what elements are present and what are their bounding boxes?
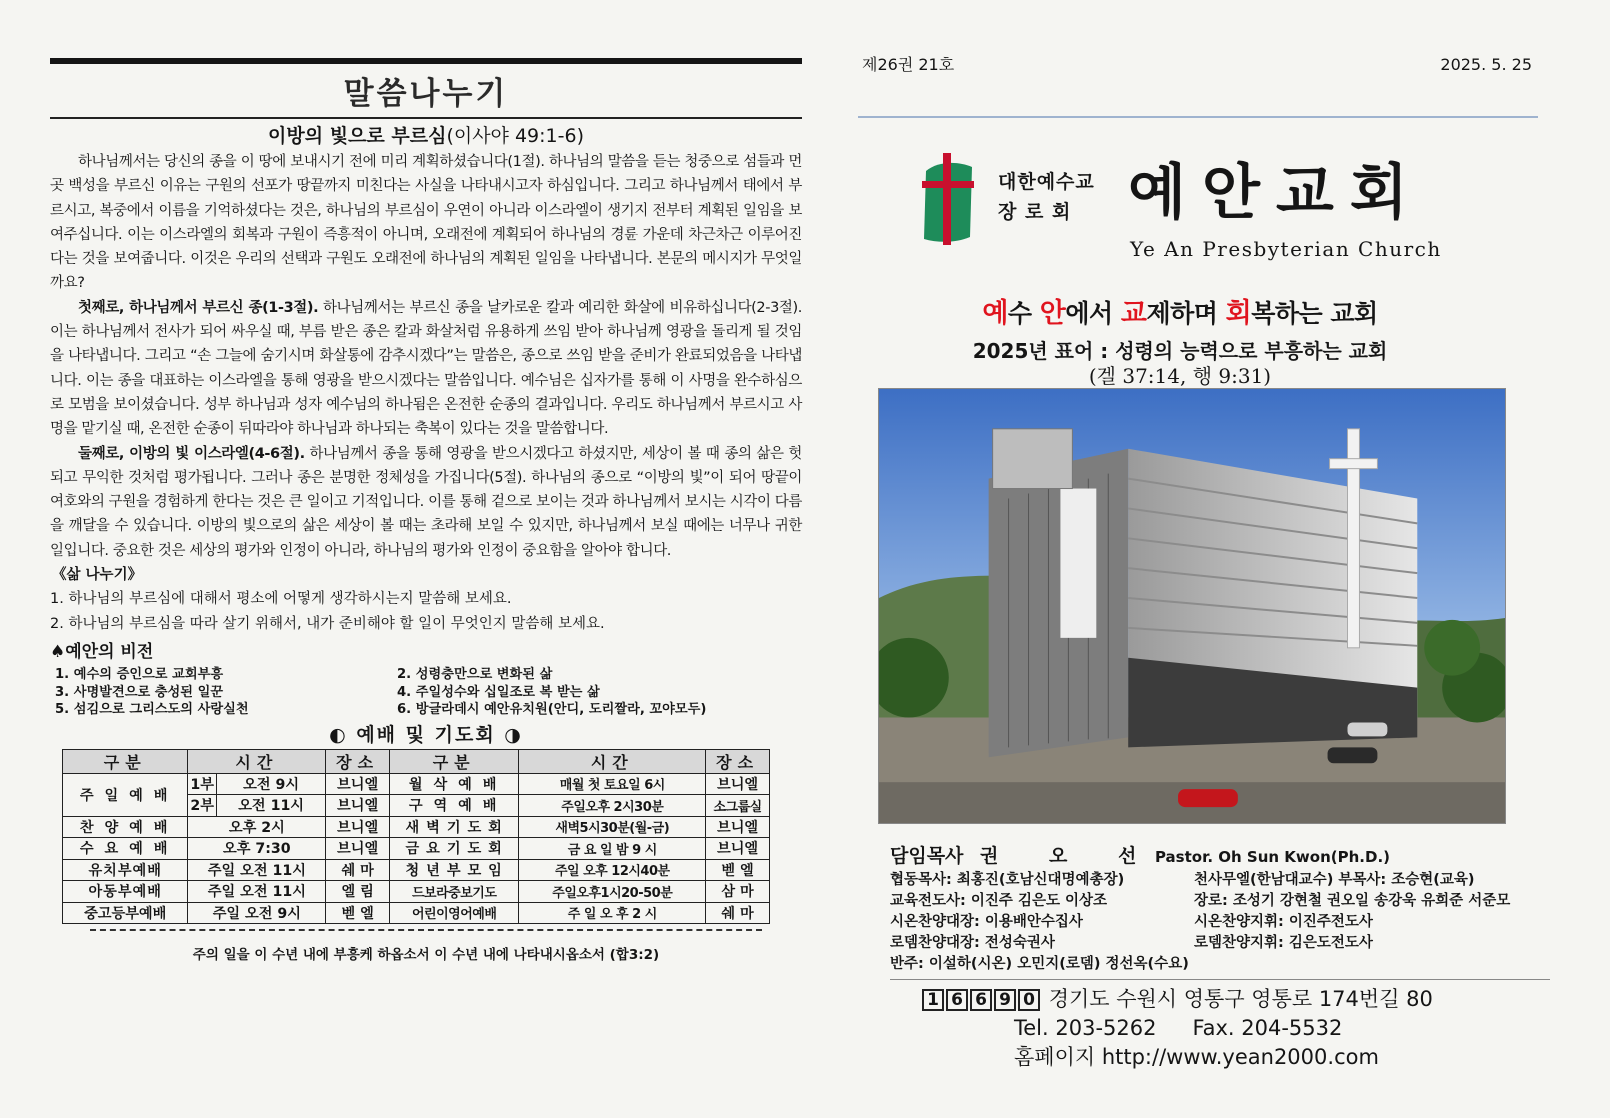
service-place: 브니엘 xyxy=(706,773,770,795)
service-time: 주 일 오 후 2 시 xyxy=(519,902,706,924)
section-title: 말씀나누기 xyxy=(343,76,509,112)
dashed-divider xyxy=(90,929,762,931)
service-time: 오후 2시 xyxy=(188,816,326,838)
zip-code xyxy=(922,987,1042,1011)
header-place: 장소 xyxy=(326,749,390,773)
header-category: 구분 xyxy=(389,749,518,773)
zip-digit: 0 xyxy=(1018,989,1040,1011)
service-name: 월 삭 예 배 xyxy=(389,773,518,795)
service-name: 찬 양 예 배 xyxy=(63,816,188,838)
senior-pastor xyxy=(890,842,1590,870)
zip-digit: 1 xyxy=(922,989,944,1011)
issue-number: 제26권 21호 xyxy=(862,55,955,74)
service-place: 소그룹실 xyxy=(706,795,770,817)
pastor-name-english: Pastor. Oh Sun Kwon(Ph.D.) xyxy=(1154,848,1390,866)
staff-divider xyxy=(890,979,1550,980)
sermon-paragraph-1: 하나님께서는 당신의 종을 이 땅에 보내시기 전에 미리 계획하셨습니다(1절). 하나님의 말씀을 듣는 청중으로 섬들과 먼 곳 백성을 부르신 이유는 구원의 선포가 땅끝까지 미친다는 사실을 나타내시고자 하심입니다. 그리고 하나님께서 태에서 부르시고, 복중에서 이름을 기억하셨다는 것은, 하나님의 부르심이 우연이 아니라 이스라엘이 생기지 전부터 계획된 일임을 보여주십니다. 이는 이스라엘의 회복과 구원이 즉흥적이 아니며, 오래전에 계획되어 하나님의 경륜 가운데 차근차근 이루어진다는 것을 보여줍니다. 이것은 우리의 선택과 구원도 오래전에 하나님의 계획된 일임을 나타냅니다. 본문의 메시지가 무엇일까요? xyxy=(50,154,802,292)
slogan-text: 에서 xyxy=(1065,299,1121,328)
contact-block xyxy=(922,985,1433,1072)
slogan-text: 제하며 xyxy=(1146,299,1226,328)
table-row xyxy=(63,816,770,838)
service-time: 새벽5시30분(월-금) xyxy=(519,816,706,838)
service-part: 1부 xyxy=(188,773,217,795)
staff-entry: 시온찬양대장: 이용배안수집사 xyxy=(890,914,1083,930)
table-header-row xyxy=(63,749,770,773)
left-page xyxy=(50,58,802,1098)
church-name: 예안교회 xyxy=(1128,158,1424,228)
question-2: 2. 하나님의 부르심을 따라 살기 위해서, 내가 준비해야 할 일이 무엇인지 말씀해 보세요. xyxy=(50,615,605,632)
staff-entry: 반주: 이설하(시온) 오민지(로뎀) 정선옥(수요) xyxy=(890,956,1189,972)
slogan-text: 수 xyxy=(1007,299,1040,328)
slogan-red-char: 예 xyxy=(982,298,1008,329)
zip-digit: 6 xyxy=(970,989,992,1011)
sermon-body xyxy=(50,150,802,563)
zip-digit: 9 xyxy=(994,989,1016,1011)
service-place: 벧 엘 xyxy=(326,902,390,924)
service-name: 구 역 예 배 xyxy=(389,795,518,817)
service-place: 삼 마 xyxy=(706,881,770,903)
service-place: 엘 림 xyxy=(326,881,390,903)
table-row xyxy=(63,838,770,860)
header-category: 구분 xyxy=(63,749,188,773)
issue-line xyxy=(858,50,1598,80)
church-building-photo xyxy=(878,388,1506,824)
staff-row xyxy=(890,891,1590,912)
vision-item: 1. 예수의 증인으로 교회부흥 xyxy=(55,667,224,683)
service-name: 금 요 기 도 회 xyxy=(389,838,518,860)
service-time: 금 요 일 밤 9 시 xyxy=(519,838,706,860)
denomination xyxy=(998,167,1095,227)
pastor-name: 권 오 선 xyxy=(980,845,1159,867)
share-heading: 《삶 나누기》 xyxy=(52,567,143,584)
church-name-english: Ye An Presbyterian Church xyxy=(1130,237,1442,261)
church-slogan xyxy=(762,295,1598,333)
service-time: 오후 7:30 xyxy=(188,838,326,860)
service-name: 유치부예배 xyxy=(63,859,188,881)
service-time: 주일 오전 9시 xyxy=(188,902,326,924)
service-place: 브니엘 xyxy=(326,773,390,795)
service-place: 브니엘 xyxy=(706,816,770,838)
staff-row xyxy=(890,933,1590,954)
staff-info xyxy=(890,842,1590,980)
vision-list xyxy=(50,666,802,719)
motto-reference: (겔 37:14, 행 9:31) xyxy=(1088,364,1272,388)
service-name: 수 요 예 배 xyxy=(63,838,188,860)
denomination-line-2: 장 로 회 xyxy=(998,201,1072,223)
sermon-title xyxy=(50,122,802,150)
staff-row xyxy=(890,870,1590,891)
staff-entry: 로뎀찬양대장: 전성숙권사 xyxy=(890,935,1055,951)
point-1-text: 하나님께서는 부르신 종을 날카로운 칼과 예리한 화살에 비유하십니다(2-3절). 이는 하나님께서 전사가 되어 싸우실 때, 부름 받은 종은 칼과 화살처럼 유용하게 쓰임 받아 하나님께 영광을 돌리게 될 것임을 나타냅니다. 그리고 “손 그늘에 숨기시며 화살통에 감추시겠다”는 말씀은, 종으로 쓰임 받을 준비가 완료되었음을 나타냅니다. 이는 종을 대표하는 이스라엘을 통해 영광을 받으시겠다는 말씀입니다. 예수님은 십자가를 통해 이 사명을 완수하심으로 모범을 보이셨습니다. 성부 하나님과 성자 예수님의 하나됨은 온전한 순종의 결과입니다. 우리도 하나님께서 부르시고 사명을 맡기실 때, 온전한 순종이 뒤따라야 하나님과 하나되는 축복이 있다는 것을 말씀합니다. xyxy=(50,299,802,438)
church-header xyxy=(858,153,1598,261)
phone-line xyxy=(1014,1014,1433,1043)
service-place: 벧 엘 xyxy=(706,859,770,881)
vision-item: 6. 방글라데시 예안유치원(안디, 도리짤라, 꼬야모두) xyxy=(397,702,707,718)
vision-heading: ♠예안의 비전 xyxy=(50,642,154,663)
service-time: 매월 첫 토요일 6시 xyxy=(519,773,706,795)
service-place: 브니엘 xyxy=(706,838,770,860)
right-page xyxy=(858,50,1598,1110)
staff-entry: 장로: 조성기 강현철 권오일 송강욱 유희준 서준모 xyxy=(1194,893,1511,909)
sermon-paragraph-3 xyxy=(50,442,802,563)
service-name: 주 일 예 배 xyxy=(63,773,188,816)
service-name: 드보라중보기도 xyxy=(389,881,518,903)
staff-row xyxy=(890,912,1590,933)
pastor-title: 담임목사 xyxy=(890,845,964,867)
vision-item: 4. 주일성수와 십일조로 복 받는 삶 xyxy=(397,684,600,700)
service-place: 브니엘 xyxy=(326,816,390,838)
question-1: 1. 하나님의 부르심에 대해서 평소에 어떻게 생각하시는지 말씀해 보세요. xyxy=(50,591,512,608)
table-row xyxy=(63,902,770,924)
telephone: Tel. 203-5262 xyxy=(1014,1016,1157,1040)
church-cross-logo xyxy=(918,153,978,245)
schedule-heading: ◐ 예배 및 기도회 ◑ xyxy=(329,723,523,746)
sermon-reference: (이사야 49:1-6) xyxy=(446,125,584,147)
title-divider xyxy=(50,117,802,119)
vision-item: 5. 섬김으로 그리스도의 사랑실천 xyxy=(55,702,249,718)
slogan-red-char: 회 xyxy=(1225,298,1252,329)
service-time: 주일오후1시20-50분 xyxy=(519,881,706,903)
header-rule xyxy=(858,116,1538,118)
service-time: 주일 오전 11시 xyxy=(188,881,326,903)
slogan-red-char: 안 xyxy=(1039,298,1066,329)
service-name: 청 년 부 모 임 xyxy=(389,859,518,881)
point-2-heading: 둘째로, 이방의 빛 이스라엘(4-6절). xyxy=(78,445,305,462)
discussion-questions xyxy=(50,587,802,636)
header-time: 시간 xyxy=(519,749,706,773)
staff-entry: 협동목사: 최홍진(호남신대명예총장) xyxy=(890,872,1125,888)
point-1-heading: 첫째로, 하나님께서 부르신 종(1-3절). xyxy=(78,299,319,316)
annual-motto: 2025년 표어 : 성령의 능력으로 부흥하는 교회 xyxy=(972,339,1388,363)
service-time: 주일 오전 11시 xyxy=(188,859,326,881)
sermon-paragraph-2 xyxy=(50,296,802,442)
service-place: 브니엘 xyxy=(326,838,390,860)
slogan-red-char: 교 xyxy=(1120,298,1147,329)
point-2-text: 하나님께서 종을 통해 영광을 받으시겠다고 하셨지만, 세상이 볼 때 종의 삶은 헛되고 무익한 것처럼 평가됩니다. 그러나 종은 분명한 정체성을 가집니다(5절). 하나님의 종으로 “이방의 빛”이 되어 땅끝이 여호와의 구원을 경험하게 한다는 것은 큰 일이고 기적입니다. 이를 통해 겉으로 보이는 것과 하나님께서 보시는 시각이 다름을 깨달을 수 있습니다. 이방의 빛으로의 삶은 세상이 볼 때는 초라해 보일 수 있지만, 하나님께서 보실 때에는 너무나 귀한 일입니다. 중요한 것은 세상의 평가와 인정이 아니라, 하나님의 평가와 인정이 중요함을 알아야 합니다. xyxy=(50,445,802,559)
sermon-title-text: 이방의 빛으로 부르심 xyxy=(268,125,447,147)
service-time: 주일 오후 12시40분 xyxy=(519,859,706,881)
table-row xyxy=(63,881,770,903)
service-name: 어린이영어예배 xyxy=(389,902,518,924)
closing-verse: 주의 일을 이 수년 내에 부흥케 하옵소서 이 수년 내에 나타내시옵소서 (합3:2) xyxy=(192,947,660,964)
service-time: 오전 9시 xyxy=(216,773,325,795)
staff-entry: 교육전도사: 이진주 김은도 이상조 xyxy=(890,893,1108,909)
top-rule xyxy=(50,58,802,64)
worship-schedule-table xyxy=(62,749,770,925)
issue-date: 2025. 5. 25 xyxy=(1440,55,1532,74)
zip-digit: 6 xyxy=(946,989,968,1011)
address: 경기도 수원시 영통구 영통로 174번길 80 xyxy=(1048,987,1433,1011)
table-row xyxy=(63,773,770,795)
service-time: 주일오후 2시30분 xyxy=(519,795,706,817)
service-name: 새 벽 기 도 회 xyxy=(389,816,518,838)
vision-item: 2. 성령충만으로 변화된 삶 xyxy=(397,667,553,683)
table-row xyxy=(63,859,770,881)
slogan-text: 복하는 교회 xyxy=(1251,299,1378,328)
service-time: 오전 11시 xyxy=(216,795,325,817)
service-place: 브니엘 xyxy=(326,795,390,817)
service-part: 2부 xyxy=(188,795,217,817)
homepage-link[interactable]: 홈페이지 http://www.yean2000.com xyxy=(1014,1045,1379,1069)
header-place: 장소 xyxy=(706,749,770,773)
header-time: 시간 xyxy=(188,749,326,773)
service-name: 중고등부예배 xyxy=(63,902,188,924)
service-place: 쉐 마 xyxy=(326,859,390,881)
staff-entry: 시온찬양지휘: 이진주전도사 xyxy=(1194,914,1373,930)
service-place: 쉐 마 xyxy=(706,902,770,924)
denomination-line-1: 대한예수교 xyxy=(998,171,1095,193)
vision-item: 3. 사명발견으로 충성된 일꾼 xyxy=(55,684,224,700)
fax: Fax. 204-5532 xyxy=(1192,1016,1343,1040)
staff-entry: 로뎀찬양지휘: 김은도전도사 xyxy=(1194,935,1373,951)
staff-entry: 천사무엘(한남대교수) 부목사: 조승현(교육) xyxy=(1194,872,1475,888)
address-line xyxy=(922,985,1433,1014)
service-name: 아동부예배 xyxy=(63,881,188,903)
staff-row xyxy=(890,954,1590,975)
